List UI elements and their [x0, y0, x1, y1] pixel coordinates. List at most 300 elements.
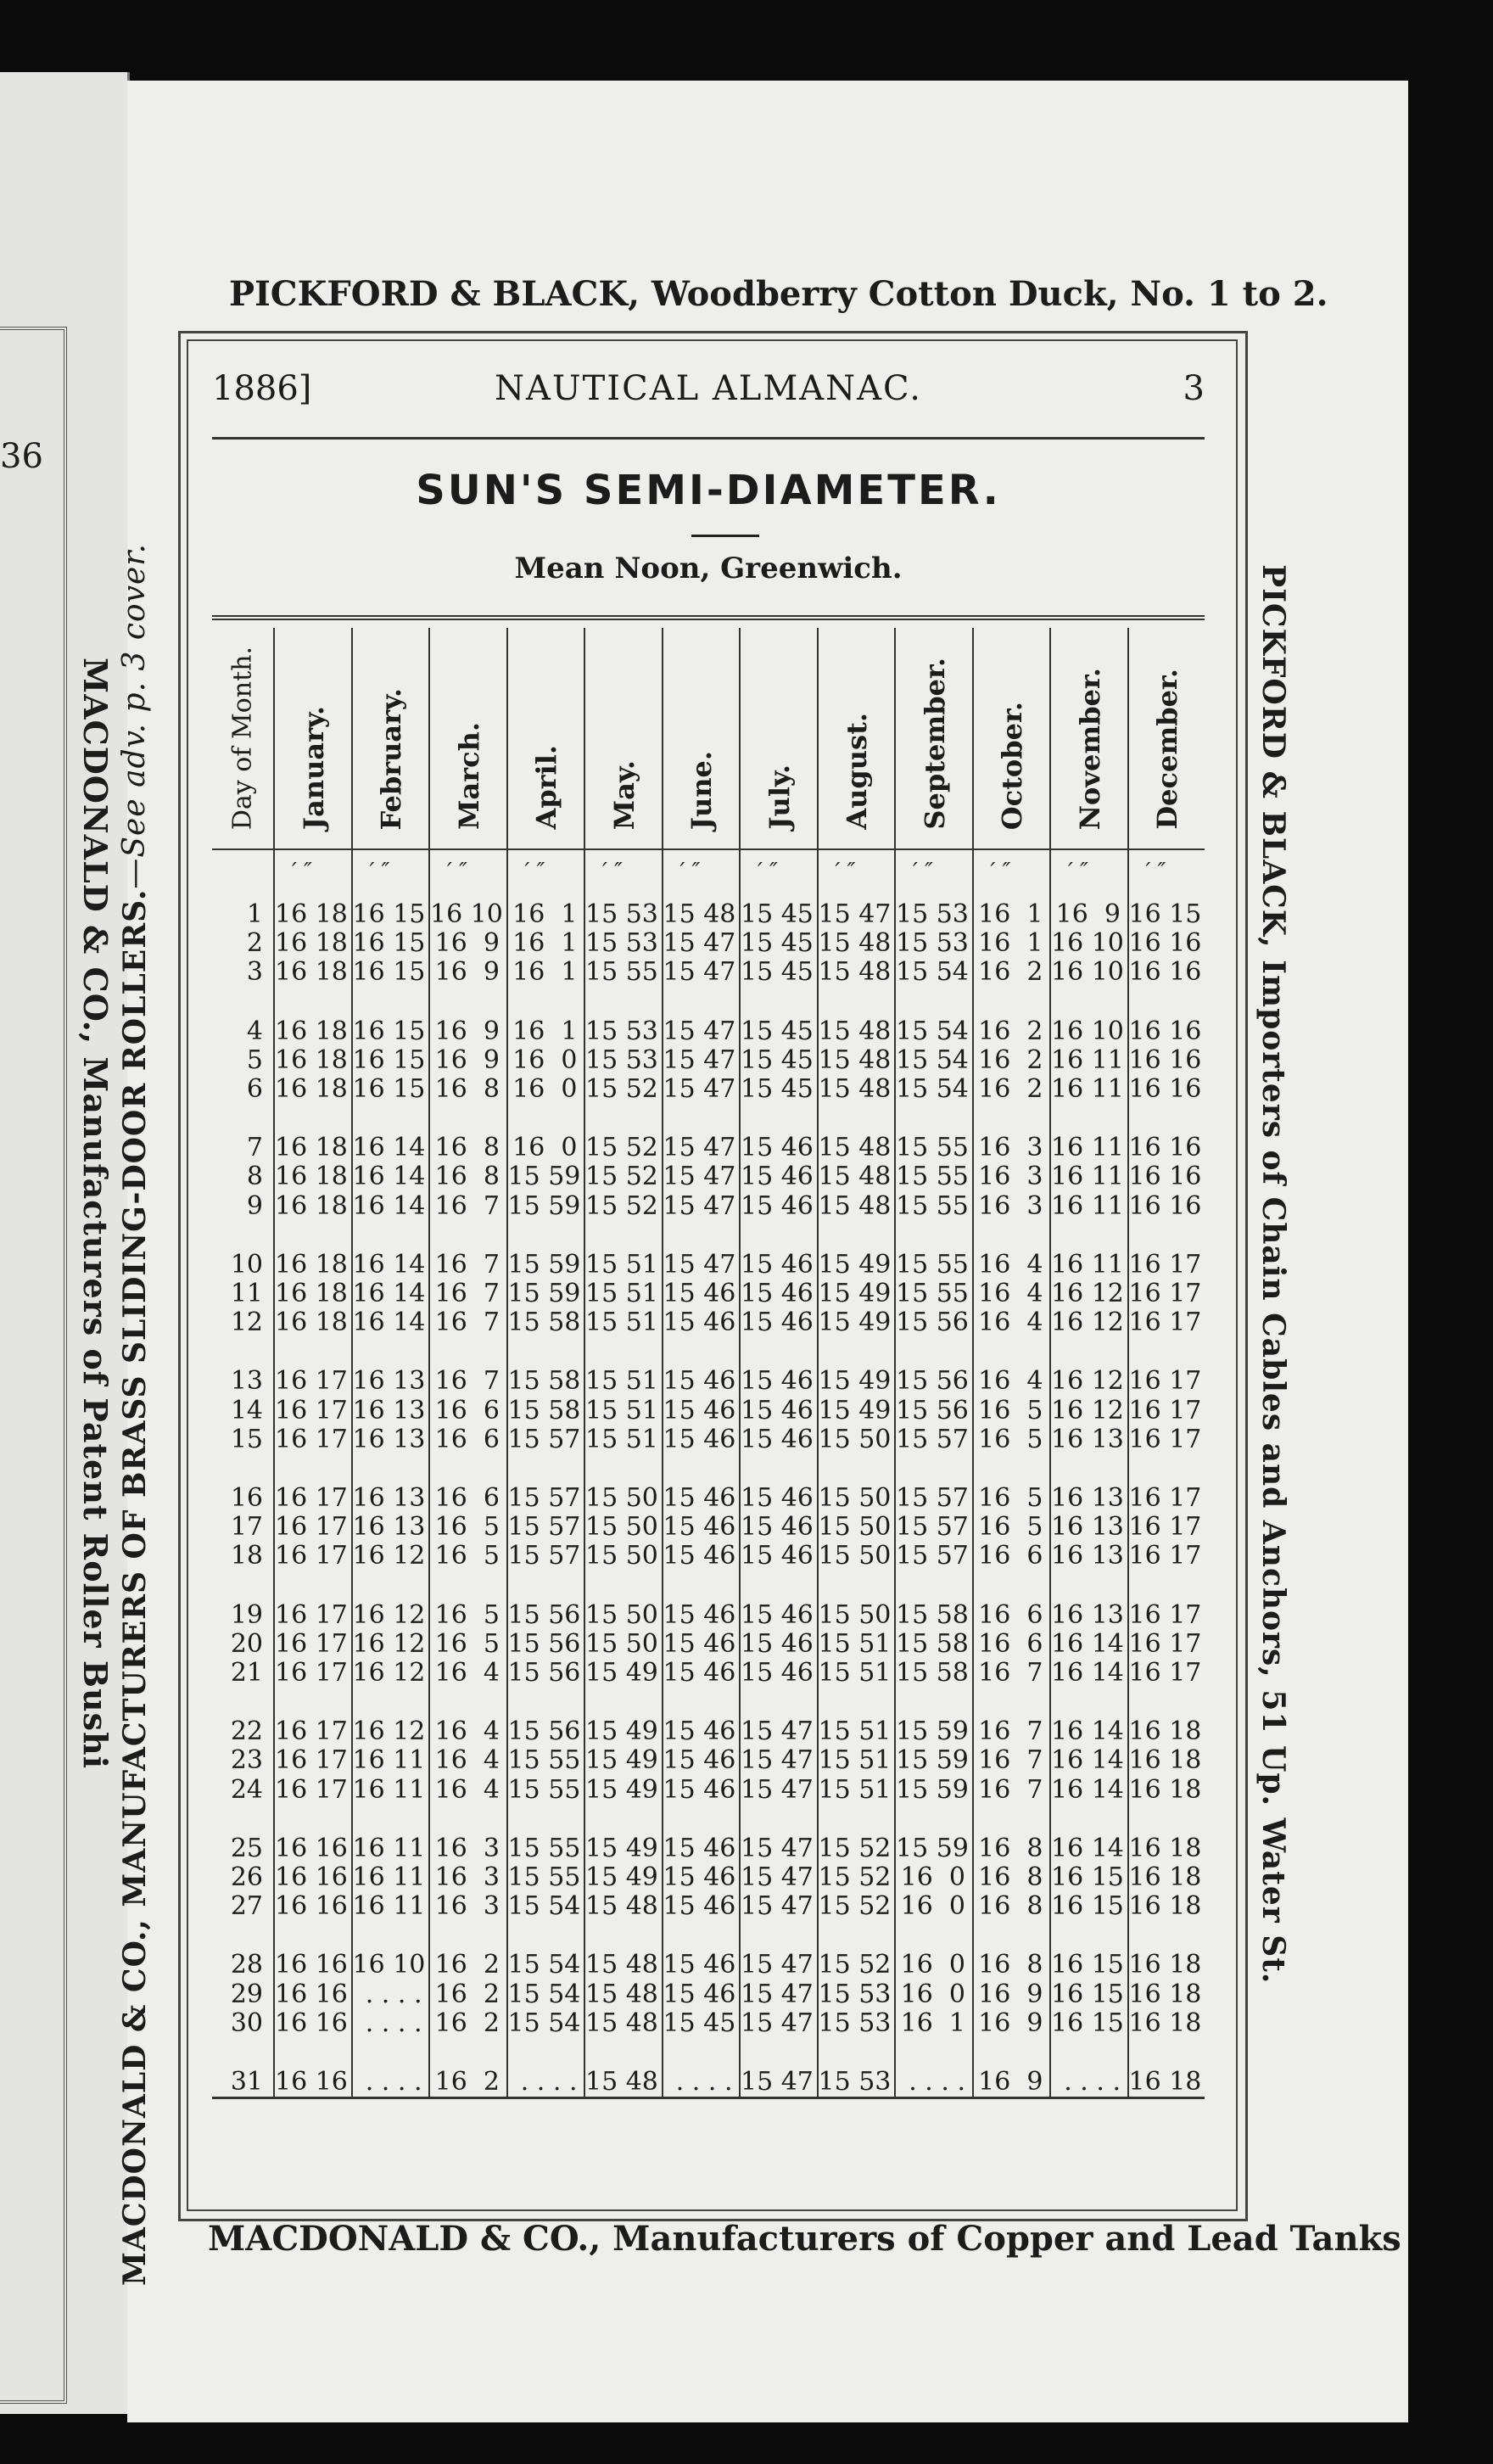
value-cell: 15 51 — [585, 1424, 658, 1454]
value-cell: 15 46 — [663, 1483, 736, 1513]
value-cell: 16 17 — [1128, 1249, 1202, 1280]
value-cell: 15 46 — [741, 1395, 814, 1425]
value-cell: 16 0 — [900, 1891, 965, 1922]
value-cell: 16 13 — [1051, 1512, 1124, 1543]
value-cell: 16 11 — [1051, 1190, 1124, 1221]
day-cell: 8 — [246, 1162, 263, 1192]
value-cell: 15 57 — [507, 1512, 581, 1543]
value-cell: 16 15 — [1128, 899, 1202, 929]
value-cell: 16 16 — [275, 2008, 348, 2038]
value-cell: 16 15 — [352, 899, 426, 929]
value-cell: 15 45 — [741, 957, 814, 988]
value-cell: 15 47 — [663, 928, 736, 959]
day-cell: 25 — [230, 1833, 263, 1863]
value-cell: 16 6 — [978, 1599, 1043, 1630]
value-cell: 15 54 — [507, 1891, 581, 1922]
value-cell: 16 16 — [1128, 957, 1202, 988]
value-cell: 16 12 — [352, 1628, 426, 1659]
value-cell: 15 49 — [818, 1395, 892, 1425]
value-cell: 16 16 — [275, 2067, 348, 2097]
value-cell: 16 18 — [275, 957, 348, 988]
value-cell: 16 5 — [434, 1512, 500, 1543]
value-cell: 15 58 — [896, 1599, 969, 1630]
top-advertisement: PICKFORD & BLACK, Woodberry Cotton Duck, No. 1 to 2. — [229, 274, 1328, 314]
value-cell: 16 16 — [1128, 1074, 1202, 1104]
value-cell: 16 10 — [430, 899, 503, 929]
value-cell: 15 45 — [741, 1074, 814, 1104]
value-cell: 15 54 — [507, 1950, 581, 1980]
table-row — [212, 1425, 1205, 1453]
value-cell: 15 47 — [741, 1833, 814, 1863]
column-header-month — [739, 628, 819, 848]
value-cell: 16 7 — [434, 1190, 500, 1221]
left-page — [0, 72, 130, 2414]
almanac-page — [117, 81, 1408, 2422]
value-cell: 15 51 — [818, 1658, 892, 1688]
value-cell: 15 54 — [896, 1044, 969, 1075]
left-page-number: 36 — [0, 437, 43, 476]
value-cell: 15 48 — [585, 2067, 658, 2097]
value-cell: 15 46 — [663, 1716, 736, 1747]
table-row — [212, 1162, 1205, 1190]
value-cell: 16 12 — [352, 1658, 426, 1688]
value-cell: 15 47 — [741, 1862, 814, 1892]
value-cell: 15 50 — [585, 1599, 658, 1630]
left-advertisement — [117, 543, 153, 2286]
value-cell: 15 53 — [818, 2067, 892, 2097]
day-cell: 17 — [230, 1512, 263, 1543]
table-row — [212, 1074, 1205, 1103]
value-cell: 15 57 — [507, 1541, 581, 1571]
value-cell: 16 17 — [275, 1541, 348, 1571]
day-cell: 11 — [230, 1279, 263, 1308]
value-cell: 16 5 — [434, 1541, 500, 1571]
value-cell: 16 18 — [1128, 1979, 1202, 2009]
table-row — [212, 1980, 1205, 2008]
value-cell: 15 46 — [663, 1862, 736, 1892]
table-row — [212, 1483, 1205, 1512]
value-cell: . . . . — [520, 2067, 578, 2097]
value-cell: 16 18 — [1128, 1950, 1202, 1980]
value-cell: 15 46 — [663, 1833, 736, 1863]
value-cell: 15 55 — [896, 1190, 969, 1221]
bottom-advertisement: MACDONALD & CO., Manufacturers of Copper and Lead Tanks — [208, 2219, 1401, 2259]
value-cell: 16 12 — [1051, 1395, 1124, 1425]
value-cell: 15 48 — [585, 2008, 658, 2038]
value-cell: 16 14 — [1051, 1745, 1124, 1776]
value-cell: 15 49 — [585, 1745, 658, 1776]
value-cell: 15 46 — [741, 1658, 814, 1688]
value-cell: 16 17 — [1128, 1308, 1202, 1338]
value-cell: 16 2 — [434, 2008, 500, 2038]
value-cell: 16 9 — [434, 928, 500, 959]
column-header-month — [428, 628, 508, 848]
value-cell: 15 59 — [507, 1249, 581, 1280]
value-cell: 16 16 — [1128, 1016, 1202, 1046]
table-row — [212, 1016, 1205, 1045]
column-header-label: October. — [996, 701, 1029, 830]
day-cell: 20 — [230, 1628, 263, 1659]
day-cell: 14 — [230, 1395, 263, 1425]
value-cell: 15 51 — [585, 1366, 658, 1397]
value-cell: 15 50 — [818, 1424, 892, 1454]
value-cell: 16 7 — [978, 1716, 1043, 1747]
value-cell: 15 48 — [818, 1074, 892, 1104]
value-cell: 16 14 — [1051, 1774, 1124, 1805]
unit-marks: ′ ″ — [369, 859, 390, 884]
value-cell: 16 18 — [275, 1133, 348, 1163]
unit-marks: ′ ″ — [602, 859, 623, 884]
value-cell: 16 4 — [434, 1745, 500, 1776]
value-cell: 16 4 — [978, 1279, 1043, 1308]
value-cell: 15 47 — [663, 957, 736, 988]
value-cell: 15 52 — [818, 1862, 892, 1892]
value-cell: 16 11 — [1051, 1162, 1124, 1192]
value-cell: 15 47 — [663, 1016, 736, 1046]
value-cell: 15 55 — [896, 1133, 969, 1163]
unit-marks: ′ ″ — [1068, 859, 1088, 884]
table-top-rule — [212, 615, 1205, 620]
value-cell: 15 54 — [896, 1074, 969, 1104]
value-cell: 16 17 — [275, 1512, 348, 1543]
value-cell: 16 16 — [275, 1891, 348, 1922]
value-cell: 15 48 — [818, 1162, 892, 1192]
value-cell: 16 8 — [434, 1162, 500, 1192]
value-cell: 15 49 — [818, 1308, 892, 1338]
value-cell: . . . . — [675, 2067, 733, 2097]
table-row — [212, 957, 1205, 986]
table-row — [212, 1891, 1205, 1920]
value-cell: 16 11 — [352, 1891, 426, 1922]
value-cell: 16 0 — [512, 1074, 578, 1104]
value-cell: 15 47 — [741, 1950, 814, 1980]
value-cell: 15 52 — [585, 1133, 658, 1163]
value-cell: 15 48 — [818, 1133, 892, 1163]
value-cell: 16 3 — [434, 1862, 500, 1892]
value-cell: 15 56 — [896, 1308, 969, 1338]
column-header-label: August. — [841, 713, 874, 830]
value-cell: 16 3 — [434, 1891, 500, 1922]
value-cell: 16 17 — [1128, 1628, 1202, 1659]
value-cell: 15 46 — [663, 1366, 736, 1397]
running-header — [212, 369, 1205, 417]
table-row — [212, 1279, 1205, 1308]
value-cell: 15 47 — [663, 1190, 736, 1221]
table-row — [212, 1745, 1205, 1774]
value-cell: 15 57 — [507, 1483, 581, 1513]
value-cell: 16 1 — [512, 1016, 578, 1046]
value-cell: 16 18 — [1128, 1862, 1202, 1892]
value-cell: 16 9 — [434, 1044, 500, 1075]
day-cell: 6 — [246, 1074, 263, 1104]
column-header-label: January. — [297, 705, 330, 830]
value-cell: 16 6 — [434, 1424, 500, 1454]
value-cell: 15 54 — [896, 957, 969, 988]
value-cell: 16 4 — [978, 1308, 1043, 1338]
day-cell: 22 — [230, 1716, 263, 1747]
value-cell: 15 46 — [663, 1395, 736, 1425]
value-cell: 16 18 — [1128, 1774, 1202, 1805]
value-cell: 16 13 — [352, 1366, 426, 1397]
value-cell: 15 47 — [663, 1162, 736, 1192]
value-cell: 15 53 — [585, 928, 658, 959]
value-cell: 15 50 — [585, 1483, 658, 1513]
unit-marks: ′ ″ — [835, 859, 856, 884]
value-cell: 16 18 — [1128, 2067, 1202, 2097]
value-cell: 16 4 — [434, 1716, 500, 1747]
table-row — [212, 1775, 1205, 1804]
value-cell: 16 3 — [434, 1833, 500, 1863]
value-cell: 16 6 — [434, 1483, 500, 1513]
value-cell: 16 13 — [1051, 1599, 1124, 1630]
value-cell: 15 45 — [741, 1044, 814, 1075]
value-cell: 16 5 — [978, 1483, 1043, 1513]
day-cell: 23 — [230, 1745, 263, 1776]
value-cell: 16 5 — [434, 1628, 500, 1659]
table-row — [212, 1658, 1205, 1687]
value-cell: 16 4 — [978, 1249, 1043, 1280]
value-cell: 15 56 — [507, 1658, 581, 1688]
value-cell: 16 15 — [352, 928, 426, 959]
value-cell: 15 51 — [818, 1716, 892, 1747]
unit-marks: ′ ″ — [758, 859, 778, 884]
value-cell: 15 46 — [741, 1279, 814, 1308]
column-header-month — [894, 628, 974, 848]
value-cell: 15 58 — [896, 1628, 969, 1659]
value-cell: 15 59 — [896, 1774, 969, 1805]
value-cell: 16 17 — [1128, 1483, 1202, 1513]
column-header-label: May. — [607, 759, 640, 830]
value-cell: 15 46 — [663, 1512, 736, 1543]
value-cell: 15 52 — [585, 1162, 658, 1192]
day-cell: 9 — [246, 1190, 263, 1221]
value-cell: 16 17 — [1128, 1541, 1202, 1571]
value-cell: 16 4 — [434, 1774, 500, 1805]
value-cell: 15 46 — [663, 1424, 736, 1454]
value-cell: 15 48 — [585, 1950, 658, 1980]
value-cell: 15 49 — [585, 1833, 658, 1863]
value-cell: 15 45 — [741, 1016, 814, 1046]
header-rule — [212, 437, 1205, 440]
value-cell: 16 18 — [1128, 1891, 1202, 1922]
value-cell: 16 16 — [275, 1862, 348, 1892]
value-cell: 16 13 — [1051, 1483, 1124, 1513]
value-cell: 16 11 — [1051, 1074, 1124, 1104]
value-cell: 15 48 — [818, 1190, 892, 1221]
value-cell: 15 51 — [818, 1774, 892, 1805]
value-cell: 16 12 — [1051, 1279, 1124, 1308]
value-cell: 16 9 — [434, 957, 500, 988]
value-cell: 15 52 — [818, 1950, 892, 1980]
value-cell: 15 46 — [663, 1658, 736, 1688]
value-cell: 16 12 — [352, 1541, 426, 1571]
value-cell: 15 54 — [507, 1979, 581, 2009]
day-cell: 5 — [246, 1044, 263, 1075]
value-cell: 15 46 — [663, 1599, 736, 1630]
unit-marks: ′ ″ — [990, 859, 1011, 884]
column-header-label: Day of Month. — [227, 646, 258, 830]
value-cell: 15 59 — [896, 1833, 969, 1863]
value-cell: 16 7 — [978, 1658, 1043, 1688]
value-cell: 16 0 — [512, 1133, 578, 1163]
value-cell: 15 49 — [585, 1862, 658, 1892]
value-cell: 15 48 — [818, 957, 892, 988]
day-cell: 19 — [230, 1599, 263, 1630]
value-cell: 15 51 — [585, 1395, 658, 1425]
value-cell: 16 9 — [434, 1016, 500, 1046]
value-cell: 15 55 — [507, 1862, 581, 1892]
value-cell: 15 46 — [741, 1249, 814, 1280]
day-cell: 10 — [230, 1249, 263, 1280]
value-cell: 16 11 — [352, 1833, 426, 1863]
day-cell: 16 — [230, 1483, 263, 1513]
table-bottom-rule — [212, 2097, 1205, 2099]
value-cell: 15 46 — [741, 1541, 814, 1571]
value-cell: 16 5 — [978, 1395, 1043, 1425]
table-row — [212, 1512, 1205, 1541]
value-cell: 16 12 — [1051, 1308, 1124, 1338]
value-cell: 16 13 — [352, 1483, 426, 1513]
value-cell: 15 47 — [741, 1891, 814, 1922]
value-cell: 15 46 — [741, 1162, 814, 1192]
value-cell: 15 55 — [507, 1745, 581, 1776]
value-cell: 15 46 — [663, 1950, 736, 1980]
value-cell: 16 16 — [275, 1833, 348, 1863]
table-row — [212, 2008, 1205, 2037]
value-cell: 15 45 — [741, 928, 814, 959]
value-cell: 15 51 — [585, 1279, 658, 1308]
table-row — [212, 1133, 1205, 1162]
value-cell: 16 9 — [978, 1979, 1043, 2009]
value-cell: 15 51 — [818, 1745, 892, 1776]
value-cell: 16 11 — [1051, 1249, 1124, 1280]
column-header-day — [212, 628, 273, 848]
value-cell: 15 45 — [741, 899, 814, 929]
value-cell: 15 50 — [818, 1483, 892, 1513]
value-cell: 15 53 — [585, 1016, 658, 1046]
value-cell: 16 15 — [1051, 1979, 1124, 2009]
value-cell: 16 15 — [352, 1016, 426, 1046]
table-row — [212, 1250, 1205, 1279]
value-cell: 15 47 — [663, 1133, 736, 1163]
day-cell: 24 — [230, 1774, 263, 1805]
value-cell: 16 7 — [434, 1279, 500, 1308]
value-cell: 16 14 — [1051, 1628, 1124, 1659]
value-cell: 15 52 — [818, 1833, 892, 1863]
value-cell: 16 3 — [978, 1133, 1043, 1163]
value-cell: 15 55 — [507, 1833, 581, 1863]
value-cell: 16 18 — [1128, 1745, 1202, 1776]
table-row — [212, 1862, 1205, 1891]
value-cell: 16 15 — [352, 957, 426, 988]
column-header-month — [273, 628, 353, 848]
value-cell: 16 14 — [352, 1279, 426, 1308]
day-cell: 13 — [230, 1366, 263, 1397]
column-header-month — [817, 628, 897, 848]
value-cell: 15 58 — [507, 1308, 581, 1338]
value-cell: 16 7 — [978, 1774, 1043, 1805]
value-cell: 16 18 — [275, 1249, 348, 1280]
day-cell: 3 — [246, 957, 263, 988]
value-cell: 15 52 — [818, 1891, 892, 1922]
value-cell: 15 48 — [663, 899, 736, 929]
value-cell: 15 47 — [663, 1074, 736, 1104]
value-cell: 15 55 — [896, 1249, 969, 1280]
value-cell: 15 47 — [818, 899, 892, 929]
value-cell: 15 50 — [818, 1512, 892, 1543]
value-cell: 15 46 — [663, 1308, 736, 1338]
table-row — [212, 1396, 1205, 1425]
value-cell: 16 6 — [434, 1395, 500, 1425]
value-cell: 15 59 — [507, 1190, 581, 1221]
value-cell: 15 47 — [663, 1044, 736, 1075]
value-cell: 15 49 — [818, 1366, 892, 1397]
value-cell: 16 17 — [275, 1366, 348, 1397]
unit-marks: ′ ″ — [292, 859, 312, 884]
value-cell: 15 46 — [663, 1891, 736, 1922]
value-cell: 15 59 — [507, 1162, 581, 1192]
value-cell: 16 12 — [352, 1716, 426, 1747]
value-cell: 16 17 — [275, 1658, 348, 1688]
value-cell: 16 8 — [978, 1833, 1043, 1863]
value-cell: 15 48 — [585, 1891, 658, 1922]
value-cell: 16 8 — [978, 1950, 1043, 1980]
value-cell: 16 3 — [978, 1190, 1043, 1221]
value-cell: 16 14 — [352, 1308, 426, 1338]
column-header-month — [1127, 628, 1207, 848]
value-cell: 16 7 — [978, 1745, 1043, 1776]
title-divider — [691, 535, 759, 537]
value-cell: 16 4 — [978, 1366, 1043, 1397]
value-cell: 15 53 — [818, 2008, 892, 2038]
table-row — [212, 1950, 1205, 1979]
value-cell: 15 47 — [741, 1716, 814, 1747]
value-cell: 15 46 — [663, 1774, 736, 1805]
value-cell: 15 47 — [741, 1979, 814, 2009]
column-header-label: July. — [763, 764, 796, 830]
table-row — [212, 928, 1205, 957]
value-cell: 16 1 — [900, 2008, 965, 2038]
value-cell: 16 18 — [1128, 2008, 1202, 2038]
header-separator — [212, 848, 1205, 850]
column-header-label: March. — [452, 722, 485, 830]
value-cell: 16 5 — [978, 1512, 1043, 1543]
value-cell: 16 14 — [352, 1190, 426, 1221]
value-cell: 15 56 — [507, 1599, 581, 1630]
value-cell: 16 15 — [352, 1044, 426, 1075]
value-cell: 15 57 — [896, 1512, 969, 1543]
value-cell: 16 10 — [352, 1950, 426, 1980]
value-cell: 15 46 — [741, 1628, 814, 1659]
value-cell: 15 53 — [585, 1044, 658, 1075]
value-cell: 16 14 — [352, 1249, 426, 1280]
value-cell: 16 14 — [1051, 1833, 1124, 1863]
table-subtitle: Mean Noon, Greenwich. — [514, 552, 903, 585]
value-cell: 15 51 — [585, 1308, 658, 1338]
value-cell: 15 52 — [585, 1074, 658, 1104]
value-cell: 16 9 — [978, 2008, 1043, 2038]
value-cell: 15 59 — [896, 1745, 969, 1776]
value-cell: 16 18 — [275, 1074, 348, 1104]
day-cell: 27 — [230, 1891, 263, 1922]
value-cell: 16 15 — [1051, 1950, 1124, 1980]
value-cell: 15 55 — [507, 1774, 581, 1805]
value-cell: 16 17 — [1128, 1599, 1202, 1630]
value-cell: . . . . — [909, 2067, 965, 2097]
value-cell: 16 16 — [275, 1979, 348, 2009]
value-cell: 15 48 — [585, 1979, 658, 2009]
value-cell: 16 11 — [352, 1774, 426, 1805]
